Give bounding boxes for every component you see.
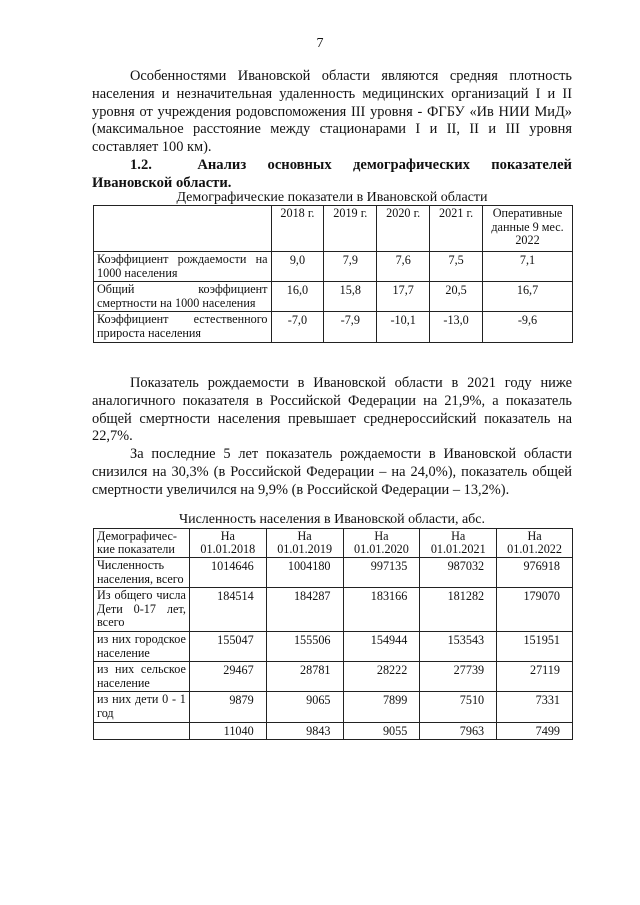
header-cell: На 01.01.2019: [266, 529, 343, 558]
table-cell: 7,5: [430, 252, 483, 282]
table-cell: 7510: [420, 692, 497, 722]
table-cell: -13,0: [430, 312, 483, 342]
table-cell: 987032: [420, 558, 497, 588]
header-cell: [94, 206, 272, 252]
header-cell: 2021 г.: [430, 206, 483, 252]
table-cell: 7899: [343, 692, 420, 722]
row-label: из них городское население: [94, 631, 190, 661]
table-row: [94, 692, 573, 722]
table-cell: 29467: [189, 662, 266, 692]
table-cell: 17,7: [377, 282, 430, 312]
demographics-table: [93, 205, 573, 343]
paragraph-five-year-trend: За последние 5 лет показатель рождаемости в Ивановской области снизился на 30,3% (в Российской Федерации – на 24,0%), показатель общей смертности увеличился на 9,9% (в Российской Федерации – 13,2%).: [92, 446, 572, 498]
table-cell: 28222: [343, 662, 420, 692]
section-title-line2: Ивановской области.: [92, 174, 232, 191]
table-cell: 16,0: [271, 282, 324, 312]
table-cell: 9,0: [271, 252, 324, 282]
population-table: [93, 528, 573, 740]
section-title-word: демографических: [352, 157, 470, 173]
header-cell: Демографичес-кие показатели: [94, 529, 190, 558]
row-label: из них дети 0 - 1 год: [94, 692, 190, 722]
header-cell: 2020 г.: [377, 206, 430, 252]
section-heading: [92, 157, 572, 193]
table-cell: 7,9: [324, 252, 377, 282]
paragraph-birth-rate: Показатель рождаемости в Ивановской области в 2021 году ниже аналогичного показателя в Российской Федерации на 21,9%, а показатель общей смертности населения превышает среднероссийский показатель на 22,7%.: [92, 375, 572, 445]
table-cell: 16,7: [483, 282, 573, 312]
table2-caption: Численность населения в Ивановской области, абс.: [178, 512, 485, 527]
table-cell: -9,6: [483, 312, 573, 342]
table-cell: 9843: [266, 722, 343, 740]
table-cell: 184514: [189, 588, 266, 632]
table-cell: 179070: [497, 588, 573, 632]
row-label: Численность населения, всего: [94, 558, 190, 588]
row-label: Коэффициент естественного прироста населения: [94, 312, 272, 342]
table-cell: 1014646: [189, 558, 266, 588]
table-cell: 181282: [420, 588, 497, 632]
row-label: Общий коэффициент смертности на 1000 населения: [94, 282, 272, 312]
table-cell: 1004180: [266, 558, 343, 588]
table-cell: 7499: [497, 722, 573, 740]
row-label: из них сельское население: [94, 662, 190, 692]
header-cell: На 01.01.2021: [420, 529, 497, 558]
table-cell: 9055: [343, 722, 420, 740]
section-title-word: Анализ: [197, 157, 247, 173]
table-row: [94, 722, 573, 740]
header-cell: На 01.01.2022: [497, 529, 573, 558]
table-cell: 7963: [420, 722, 497, 740]
table-cell: 976918: [497, 558, 573, 588]
header-cell: 2019 г.: [324, 206, 377, 252]
table-cell: 28781: [266, 662, 343, 692]
table-cell: 155506: [266, 631, 343, 661]
table-cell: -7,9: [324, 312, 377, 342]
section-title-word: основных: [267, 157, 332, 173]
table-cell: 151951: [497, 631, 573, 661]
table-cell: 997135: [343, 558, 420, 588]
table-cell: 11040: [189, 722, 266, 740]
table-cell: 183166: [343, 588, 420, 632]
table1-caption: Демографические показатели в Ивановской области: [176, 190, 488, 205]
section-number: 1.2.: [130, 157, 152, 173]
table-cell: 27119: [497, 662, 573, 692]
table-cell: 7331: [497, 692, 573, 722]
row-label: [94, 722, 190, 740]
table-cell: -7,0: [271, 312, 324, 342]
table-row: [94, 282, 573, 312]
table-cell: 20,5: [430, 282, 483, 312]
table-cell: 155047: [189, 631, 266, 661]
table-cell: 9879: [189, 692, 266, 722]
table-row: [94, 631, 573, 661]
table-cell: 154944: [343, 631, 420, 661]
table-cell: 7,1: [483, 252, 573, 282]
row-label: Из общего числа Дети 0-17 лет, всего: [94, 588, 190, 632]
page-number: 7: [316, 36, 324, 51]
table-row: [94, 252, 573, 282]
header-cell: На 01.01.2018: [189, 529, 266, 558]
table-row: [94, 588, 573, 632]
table-cell: 15,8: [324, 282, 377, 312]
table-row: [94, 662, 573, 692]
header-cell: 2018 г.: [271, 206, 324, 252]
table-header-row: [94, 529, 573, 558]
table-row: [94, 312, 573, 342]
table-cell: -10,1: [377, 312, 430, 342]
table-cell: 27739: [420, 662, 497, 692]
table-cell: 7,6: [377, 252, 430, 282]
row-label: Коэффициент рождаемости на 1000 населения: [94, 252, 272, 282]
header-cell: Оперативные данные 9 мес. 2022: [483, 206, 573, 252]
table-row: [94, 558, 573, 588]
table-cell: 9065: [266, 692, 343, 722]
header-cell: На 01.01.2020: [343, 529, 420, 558]
table-cell: 153543: [420, 631, 497, 661]
intro-paragraph: Особенностями Ивановской области являются средняя плотность населения и незначительная удаленность медицинских организаций I и II уровня от учреждения родовспоможения III уровня - ФГБУ «Ив НИИ МиД» (максимальное расстояние между стационарами I и II, II и III уровня составляет 100 км).: [92, 68, 572, 156]
table-cell: 184287: [266, 588, 343, 632]
section-title-word: показателей: [491, 157, 572, 173]
table-header-row: [94, 206, 573, 252]
